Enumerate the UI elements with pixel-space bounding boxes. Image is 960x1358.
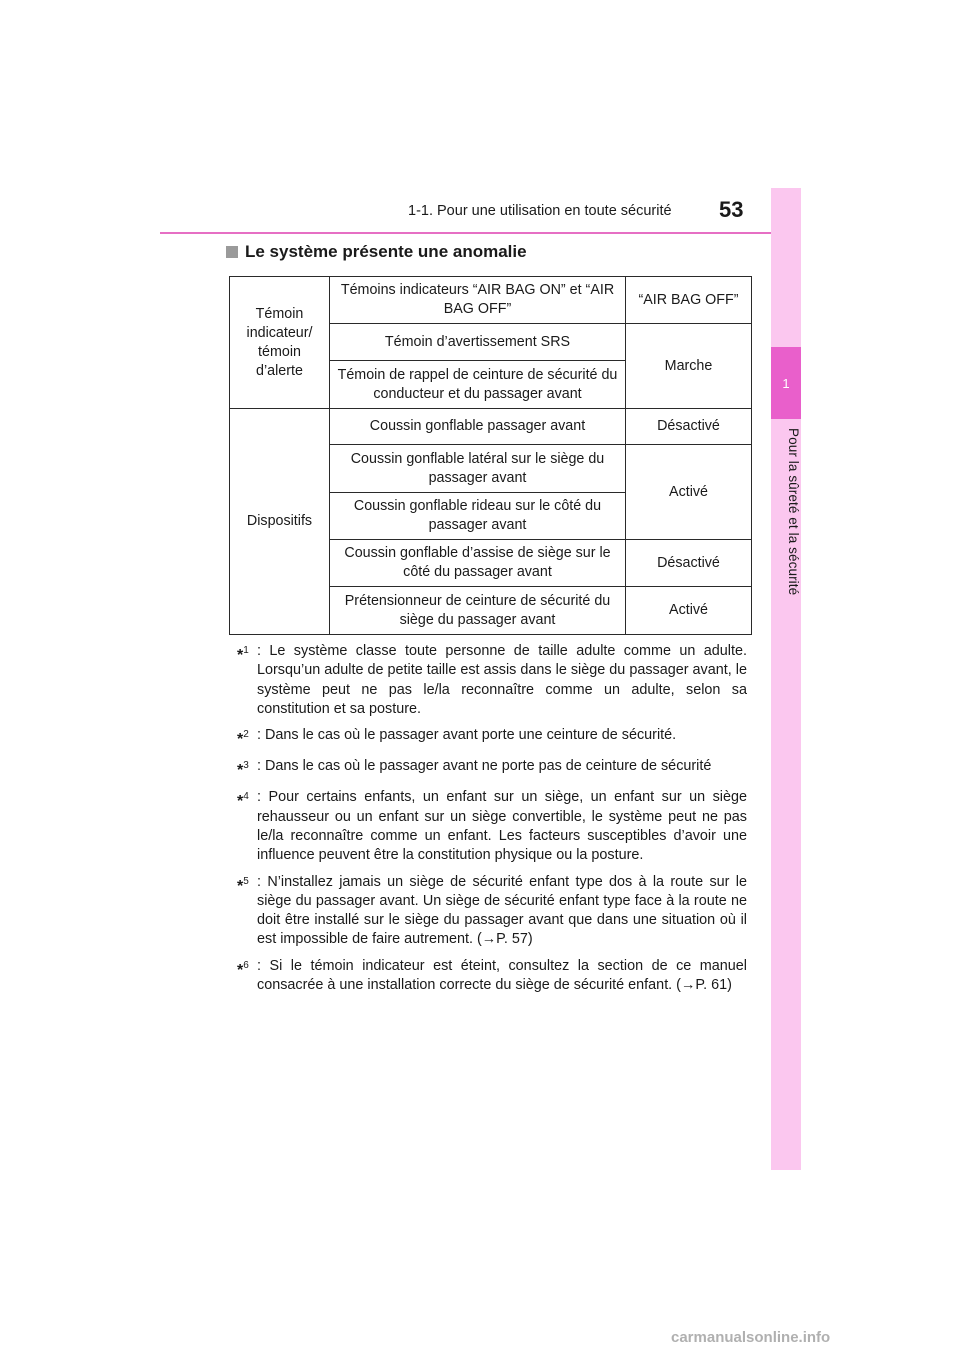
footnote-text: : Pour certains enfants, un enfant sur un siège, un enfant sur un siège rehausseur ou un enfant sur un siège convertible, le système peut ne pas le/la reconnaître comme un enfant. Les facteurs susceptibles d’avoir une influence peuvent être la constitution physique ou la posture.	[257, 789, 747, 864]
marche-value-cell: Marche	[626, 324, 752, 409]
footnote	[237, 957, 747, 996]
watermark: carmanualsonline.info	[671, 1329, 831, 1346]
chapter-number-tab: 1	[771, 347, 801, 419]
footnote-marker: *$^2$	[237, 729, 249, 748]
footnote	[237, 873, 747, 950]
footnote-marker: *$^1$	[237, 645, 249, 664]
footnote-text: : Dans le cas où le passager avant ne porte pas de ceinture de sécurité	[257, 758, 712, 775]
footnote	[237, 757, 747, 781]
section-heading	[226, 242, 527, 262]
cushion-airbag-cell: Coussin gonflable d’assise de siège sur le côté du passager avant	[330, 540, 626, 587]
page-number: 53	[719, 197, 744, 222]
airbag-indicators-cell: Témoins indicateurs “AIR BAG ON” et “AIR BAG OFF”	[330, 277, 626, 324]
footnote-text: : Le système classe toute personne de taille adulte comme un adulte. Lorsqu’un adulte de petite taille est assis dans le siège du passager avant, le système peut ne pas le/la reconnaître comme un adulte, selon sa constitution et sa posture.	[257, 643, 747, 717]
footnote-text: : N’installez jamais un siège de sécurité enfant type dos à la route sur le siège du passager avant. Un siège de sécurité enfant type face à la route ne doit être installé sur le siège du passager avant que dans une situation où il est impossible de faire autrement. (→P. 57)	[257, 873, 747, 948]
footnote	[237, 788, 747, 865]
pretensioner-cell: Prétensionneur de ceinture de sécurité du siège du passager avant	[330, 587, 626, 635]
side-curtain-value-cell: Activé	[626, 445, 752, 540]
curtain-airbag-cell: Coussin gonflable rideau sur le côté du passager avant	[330, 493, 626, 540]
devices-label-cell: Dispositifs	[230, 409, 330, 635]
footnote-text: : Si le témoin indicateur est éteint, consultez la section de ce manuel consacrée à une installation correcte du siège de sécurité enfant. (→P. 61)	[257, 957, 747, 994]
chapter-side-tab	[771, 188, 801, 1170]
section-heading-text: Le système présente une anomalie	[245, 242, 527, 261]
footnote-text: : Dans le cas où le passager avant porte une ceinture de sécurité.	[257, 727, 677, 744]
footnote-marker: *$^5$	[237, 875, 249, 895]
header-divider	[160, 232, 800, 234]
pretensioner-value-cell: Activé	[626, 587, 752, 635]
srs-warning-cell: Témoin d’avertissement SRS	[330, 324, 626, 361]
footnote	[237, 726, 747, 750]
square-bullet-icon	[226, 246, 238, 258]
side-airbag-cell: Coussin gonflable latéral sur le siège du passager avant	[330, 445, 626, 493]
indicator-label-cell: Témoin indicateur/ témoin d’alerte	[230, 277, 330, 409]
footnote-marker: *$^3$	[237, 760, 249, 780]
airbag-status-table	[229, 276, 752, 635]
chapter-title: 1-1. Pour une utilisation en toute sécurité	[408, 203, 672, 219]
footnote-marker: *$^6$	[237, 959, 249, 979]
front-airbag-cell: Coussin gonflable passager avant	[330, 409, 626, 445]
front-airbag-value-cell: Désactivé	[626, 409, 752, 445]
airbag-off-value-cell: “AIR BAG OFF”	[626, 277, 752, 324]
footnote	[237, 642, 747, 719]
footnote-marker: *$^4$	[237, 791, 249, 811]
footnotes	[237, 642, 747, 1002]
chapter-side-label: Pour la sûreté et la sécurité	[786, 428, 801, 596]
cushion-airbag-value-cell: Désactivé	[626, 540, 752, 587]
seatbelt-reminder-cell: Témoin de rappel de ceinture de sécurité du conducteur et du passager avant	[330, 361, 626, 409]
